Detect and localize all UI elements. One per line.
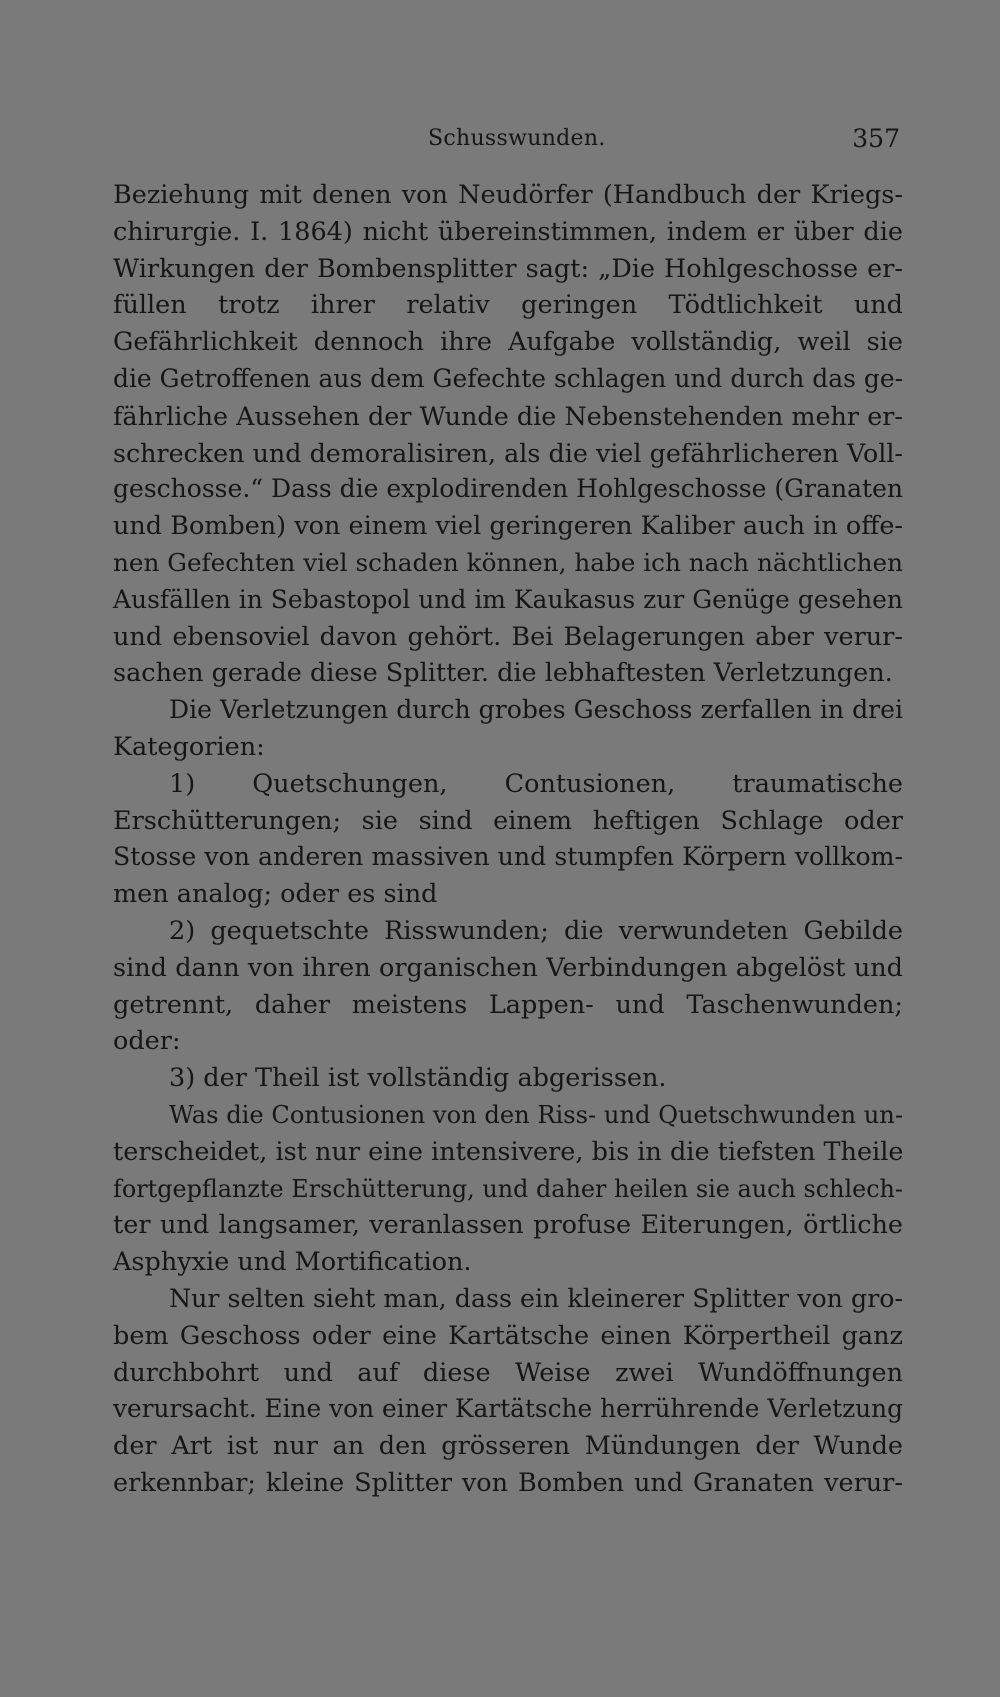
text-line: und Bomben) von einem viel geringeren Kaliber auch in offe- <box>113 511 903 542</box>
text-line: und ebensoviel davon gehört. Bei Belagerungen aber verur- <box>113 621 903 652</box>
text-line: schrecken und demoralisiren, als die viel gefährlicheren Voll- <box>113 437 903 468</box>
text-line: verursacht. Eine von einer Kartätsche herrührende Verletzung <box>113 1394 903 1424</box>
text-line: sachen gerade diese Splitter. die lebhaftesten Verletzungen. <box>113 658 893 689</box>
text-line: nen Gefechten viel schaden können, habe ich nach nächtlichen <box>113 547 903 577</box>
text-line: 3) der Theil ist vollständig abgerissen. <box>169 1063 667 1094</box>
text-line: Asphyxie und Mortification. <box>113 1247 472 1278</box>
text-line: ter und langsamer, veranlassen profuse Eiterungen, örtliche <box>113 1210 903 1241</box>
text-line: fährliche Aussehen der Wunde die Nebenstehenden mehr er- <box>113 400 903 431</box>
text-line: Die Verletzungen durch grobes Geschoss zerfallen in drei <box>169 695 903 725</box>
text-line: 1) Quetschungen, Contusionen, traumatische <box>169 768 903 799</box>
text-line: der Art ist nur an den grösseren Mündungen der Wunde <box>113 1431 903 1462</box>
text-line: bem Geschoss oder eine Kartätsche einen Körpertheil ganz <box>113 1320 903 1351</box>
text-line: Wirkungen der Bombensplitter sagt: „Die Hohlgeschosse er- <box>113 253 903 284</box>
body-text <box>113 177 903 1502</box>
page-number: 357 <box>852 124 900 153</box>
page-header <box>113 118 900 158</box>
text-line: getrennt, daher meistens Lappen- und Taschenwunden; <box>113 989 903 1020</box>
text-line: Ausfällen in Sebastopol und im Kaukasus zur Genüge gesehen <box>113 584 903 614</box>
text-line: erkennbar; kleine Splitter von Bomben und Granaten verur- <box>113 1467 903 1498</box>
text-line: fortgepflanzte Erschütterung, und daher heilen sie auch schlech- <box>113 1174 903 1203</box>
text-line: sind dann von ihren organischen Verbindungen abgelöst und <box>113 952 903 983</box>
text-line: Erschütterungen; sie sind einem heftigen Schlage oder <box>113 805 903 836</box>
text-line: terscheidet, ist nur eine intensivere, bis in die tiefsten Theile <box>113 1136 904 1167</box>
running-title: Schusswunden. <box>428 126 606 151</box>
text-line: Gefährlichkeit dennoch ihre Aufgabe vollständig, weil sie <box>113 327 903 358</box>
text-line: Stosse von anderen massiven und stumpfen Körpern vollkom- <box>113 842 903 872</box>
text-line: oder: <box>113 1026 181 1057</box>
text-line: Kategorien: <box>113 731 265 762</box>
text-line: füllen trotz ihrer relativ geringen Tödtlichkeit und <box>113 290 903 321</box>
text-line: 2) gequetschte Risswunden; die verwundeten Gebilde <box>169 915 903 946</box>
text-line: men analog; oder es sind <box>113 879 438 910</box>
text-line: Beziehung mit denen von Neudörfer (Handbuch der Kriegs- <box>113 180 903 210</box>
text-line: die Getroffenen aus dem Gefechte schlagen und durch das ge- <box>113 363 903 393</box>
text-line: geschosse.“ Dass die explodirenden Hohlgeschosse (Granaten <box>113 474 903 504</box>
text-line: Was die Contusionen von den Riss- und Quetschwunden un- <box>169 1100 903 1129</box>
text-line: Nur selten sieht man, dass ein kleinerer Splitter von gro- <box>169 1283 903 1313</box>
text-line: chirurgie. I. 1864) nicht übereinstimmen, indem er über die <box>113 216 903 247</box>
text-line: durchbohrt und auf diese Weise zwei Wundöffnungen <box>113 1357 903 1388</box>
